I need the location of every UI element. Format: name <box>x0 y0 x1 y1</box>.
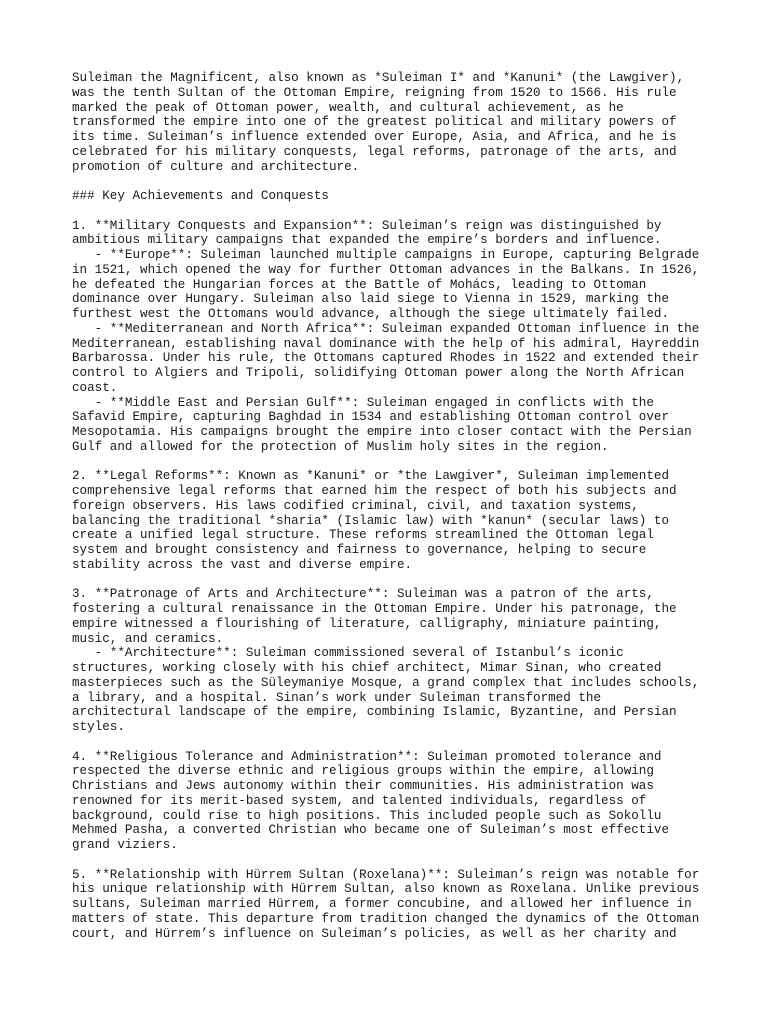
paragraph-item-4 <box>72 750 712 853</box>
text-line: marked the peak of Ottoman power, wealth, and cultural achievement, as he <box>72 100 624 115</box>
text-line: - **Architecture**: Suleiman commissioned several of Istanbul’s iconic <box>72 646 624 661</box>
text-line: control to Algiers and Tripoli, solidifying Ottoman power along the North African <box>72 366 685 380</box>
text-line: Safavid Empire, capturing Baghdad in 1534 and establishing Ottoman control over <box>72 410 670 425</box>
text-line: empire witnessed a flourishing of literature, calligraphy, miniature painting, <box>72 616 662 631</box>
text-line: coast. <box>72 380 118 395</box>
text-line: matters of state. This departure from tradition changed the dynamics of the Ottoman <box>72 911 700 926</box>
text-line: balancing the traditional *sharia* (Islamic law) with *kanun* (secular laws) to <box>72 513 670 528</box>
text-line: Mesopotamia. His campaigns brought the empire into closer contact with the Persian <box>72 425 692 439</box>
text-line: 3. **Patronage of Arts and Architecture**: Suleiman was a patron of the arts, <box>72 587 654 602</box>
text-line: he defeated the Hungarian forces at the Battle of Mohács, leading to Ottoman <box>72 277 647 292</box>
text-line: grand viziers. <box>72 838 178 852</box>
text-line: celebrated for his military conquests, legal reforms, patronage of the arts, and <box>72 144 677 159</box>
text-line: Christians and Jews autonomy within their communities. His administration was <box>72 779 654 793</box>
text-line: sultans, Suleiman married Hürrem, a former concubine, and allowed her influence in <box>72 897 692 911</box>
text-line: 4. **Religious Tolerance and Administration**: Suleiman promoted tolerance and <box>72 749 662 764</box>
text-line: architectural landscape of the empire, combining Islamic, Byzantine, and Persian <box>72 705 677 720</box>
paragraph-gap <box>72 174 712 189</box>
paragraph-item-1 <box>72 219 712 455</box>
paragraph-item-2 <box>72 469 712 572</box>
text-line: furthest west the Ottomans would advance, although the siege ultimately failed. <box>72 307 670 321</box>
section-heading <box>72 189 712 204</box>
text-line: - **Middle East and Persian Gulf**: Suleiman engaged in conflicts with the <box>72 395 654 410</box>
text-line: was the tenth Sultan of the Ottoman Empire, reigning from 1520 to 1566. His rule <box>72 85 677 100</box>
text-line: fostering a cultural renaissance in the Ottoman Empire. Under his patronage, the <box>72 602 677 616</box>
text-line: background, could rise to high positions. This included people such as Sokollu <box>72 808 662 823</box>
text-line: court, and Hürrem’s influence on Suleiman’s policies, as well as her charity and <box>72 926 677 941</box>
text-line: a library, and a hospital. Sinan’s work under Suleiman transformed the <box>72 690 602 705</box>
text-line: respected the diverse ethnic and religious groups within the empire, allowing <box>72 764 654 779</box>
paragraph-intro <box>72 71 712 174</box>
text-line: renowned for its merit-based system, and talented individuals, regardless of <box>72 793 647 808</box>
text-line: Suleiman the Magnificent, also known as *Suleiman I* and *Kanuni* (the Lawgiver), <box>72 71 685 85</box>
text-line: transformed the empire into one of the greatest political and military powers of <box>72 115 677 130</box>
text-line: styles. <box>72 720 125 734</box>
text-line: ambitious military campaigns that expanded the empire’s borders and influence. <box>72 233 662 248</box>
text-line: Mehmed Pasha, a converted Christian who became one of Suleiman’s most effective <box>72 823 670 838</box>
paragraph-item-3 <box>72 587 712 735</box>
text-line: music, and ceramics. <box>72 631 224 646</box>
text-line: - **Europe**: Suleiman launched multiple campaigns in Europe, capturing Belgrade <box>72 248 700 262</box>
text-line: Gulf and allowed for the protection of Muslim holy sites in the region. <box>72 439 609 454</box>
document-page <box>72 71 712 941</box>
text-line: stability across the vast and diverse empire. <box>72 557 413 572</box>
text-line: promotion of culture and architecture. <box>72 159 360 174</box>
text-line: ### Key Achievements and Conquests <box>72 189 329 203</box>
paragraph-gap <box>72 735 712 750</box>
text-line: structures, working closely with his chief architect, Mimar Sinan, who created <box>72 661 662 675</box>
text-line: Mediterranean, establishing naval dominance with the help of his admiral, Hayreddin <box>72 336 700 351</box>
text-line: its time. Suleiman’s influence extended over Europe, Asia, and Africa, and he is <box>72 130 677 144</box>
text-line: system and brought consistency and fairness to governance, helping to secure <box>72 543 647 557</box>
paragraph-gap <box>72 573 712 588</box>
text-line: 2. **Legal Reforms**: Known as *Kanuni* or *the Lawgiver*, Suleiman implemented <box>72 469 670 484</box>
text-line: - **Mediterranean and North Africa**: Suleiman expanded Ottoman influence in the <box>72 321 700 336</box>
paragraph-gap <box>72 853 712 868</box>
text-line: create a unified legal structure. These reforms streamlined the Ottoman legal <box>72 528 654 543</box>
text-line: Barbarossa. Under his rule, the Ottomans captured Rhodes in 1522 and extended their <box>72 351 700 366</box>
text-line: 5. **Relationship with Hürrem Sultan (Roxelana)**: Suleiman’s reign was notable for <box>72 867 700 882</box>
paragraph-gap <box>72 204 712 219</box>
text-line: masterpieces such as the Süleymaniye Mosque, a grand complex that includes schools, <box>72 675 700 690</box>
text-line: comprehensive legal reforms that earned him the respect of both his subjects and <box>72 484 677 498</box>
text-line: foreign observers. His laws codified criminal, civil, and taxation systems, <box>72 498 639 513</box>
document-body <box>72 71 712 941</box>
text-line: dominance over Hungary. Suleiman also laid siege to Vienna in 1529, marking the <box>72 292 670 307</box>
text-line: his unique relationship with Hürrem Sultan, also known as Roxelana. Unlike previous <box>72 882 700 897</box>
paragraph-gap <box>72 455 712 470</box>
paragraph-item-5 <box>72 868 712 942</box>
text-line: 1. **Military Conquests and Expansion**: Suleiman’s reign was distinguished by <box>72 218 662 233</box>
text-line: in 1521, which opened the way for further Ottoman advances in the Balkans. In 1526, <box>72 262 700 277</box>
